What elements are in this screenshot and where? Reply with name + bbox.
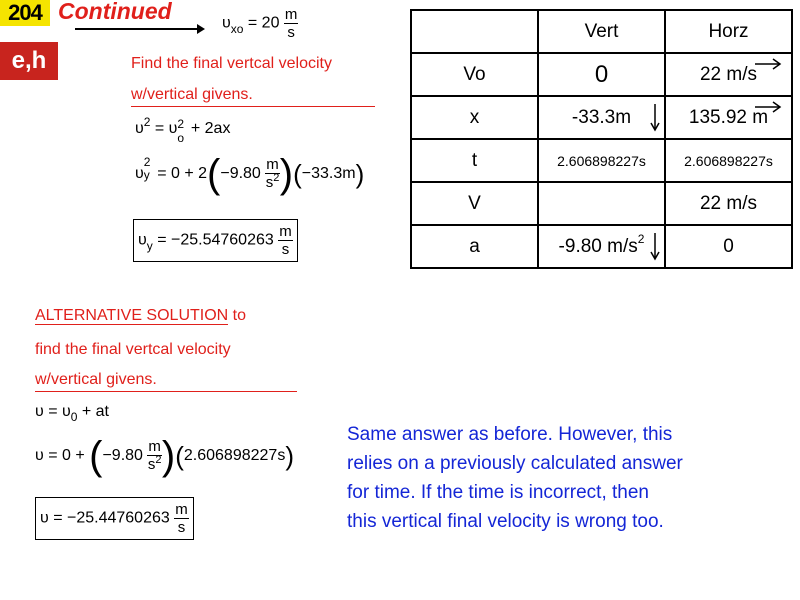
cell-vert [538,182,665,225]
part1-equation-2: υ 2 y = 0 + 2(−9.80 $\frac{m}{s^2}$ )(−33.3m) [135,152,365,196]
cell-vert: -33.3m [538,96,665,139]
part2-heading-line3: w/vertical givens. [35,371,297,392]
part1-heading-line1: Find the final vertcal velocity [131,55,332,72]
table-header-vert: Vert [538,10,665,53]
right-arrow-icon [75,22,205,36]
section-label: e,h [0,42,58,80]
row-label: V [411,182,538,225]
slide-number-badge: 204 [0,0,50,26]
givens-table [410,9,793,269]
part2-heading-line2: find the final vertcal velocity [35,341,231,358]
cell-horz: 2.606898227s [665,139,792,182]
note-line: for time. If the time is incorrect, then [347,482,649,503]
cell-vert: -9.80 $m/s^2$ [538,225,665,268]
given-velocity: $\upsilon_{xo} = 20$ $\frac{m}{s}$ [222,6,298,41]
right-arrow-icon [755,58,783,70]
part1-equation-1: $\upsilon^2 = \upsilon$ 2 o + 2ax [135,115,231,145]
part2-heading-line1: ALTERNATIVE SOLUTION to [35,307,247,324]
cell-horz: 22 m/s [665,182,792,225]
table-header-row [411,10,792,53]
table-row [411,53,792,96]
note-line: this vertical final velocity is wrong too. [347,511,664,532]
note-line: relies on a previously calculated answer [347,453,683,474]
row-label: t [411,139,538,182]
cell-horz: 135.92 m [665,96,792,139]
part2-result-box: υ = −25.44760263 $\frac{m}{s}$ [35,497,194,540]
row-label: Vo [411,53,538,96]
part2-equation-1: $\upsilon = \upsilon_0$ + at [35,403,109,424]
note-line: Same answer as before. However, this [347,424,673,445]
table-row [411,96,792,139]
cell-horz: 0 [665,225,792,268]
part2-equation-2: υ = 0 + (−9.80 $\frac{m}{s^2}$ )(2.606898227s) [35,434,294,478]
row-label: a [411,225,538,268]
table-header-horz: Horz [665,10,792,53]
cell-vert: 2.606898227s [538,139,665,182]
down-arrow-icon [650,233,660,261]
explanation-note [347,420,683,536]
part1-result-box: $\upsilon_y = -25.54760263$ $\frac{m}{s}$ [133,219,298,262]
right-arrow-icon [755,101,783,113]
slide-title: Continued [58,0,172,24]
down-arrow-icon [650,104,660,132]
table-row [411,225,792,268]
table-row [411,182,792,225]
cell-horz: 22 m/s [665,53,792,96]
table-header-cell [411,10,538,53]
row-label: x [411,96,538,139]
table-row [411,139,792,182]
part1-heading-line2: w/vertical givens. [131,86,375,107]
cell-vert: 0 [538,53,665,96]
